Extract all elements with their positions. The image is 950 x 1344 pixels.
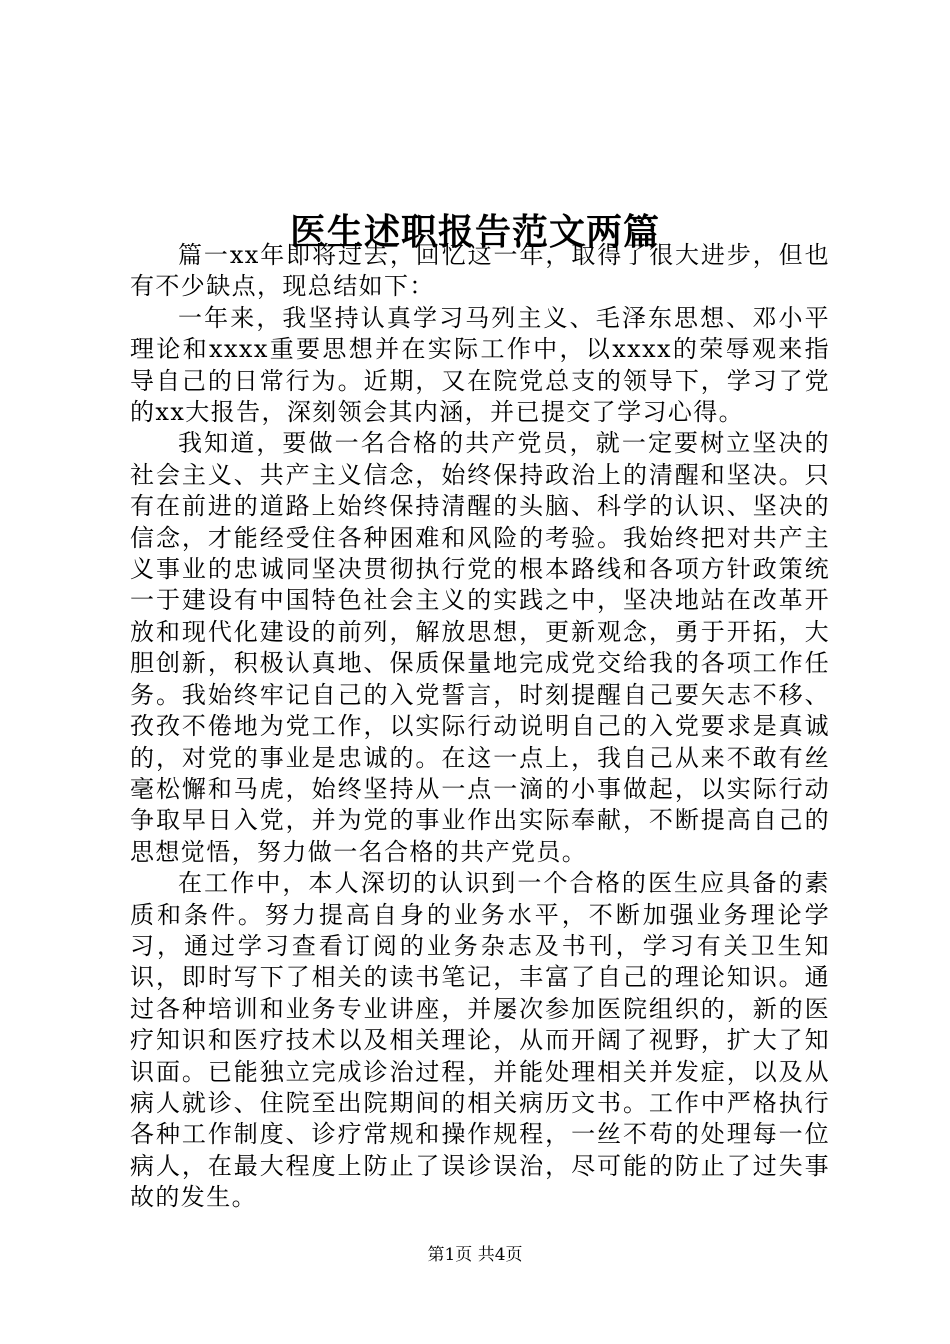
paragraph-party-member: 我知道，要做一名合格的共产党员，就一定要树立坚决的社会主义、共产主义信念，始终保持政治上的清醒和坚决。只有在前进的道路上始终保持清醒的头脑、科学的认识、坚决的信念，才能经受住各种困难和风险的考验。我始终把对共产主义事业的忠诚同坚决贯彻执行党的根本路线和各项方针政策统一于建设有中国特色社会主义的实践之中，坚决地站在改革开放和现代化建设的前列，解放思想，更新观念，勇于开拓，大胆创新，积极认真地、保质保量地完成党交给我的各项工作任务。我始终牢记自己的入党誓言，时刻提醒自己要矢志不移、孜孜不倦地为党工作，以实际行动说明自己的入党要求是真诚的，对党的事业是忠诚的。在这一点上，我自己从来不敢有丝毫松懈和马虎，始终坚持从一点一滴的小事做起，以实际行动争取早日入党，并为党的事业作出实际奉献，不断提高自己的思想觉悟，努力做一名合格的共产党员。 xyxy=(130,429,830,866)
document-body xyxy=(130,240,830,1214)
page-title: 医生述职报告范文两篇 xyxy=(289,211,660,254)
page-footer: 第1页 共4页 xyxy=(427,1245,523,1265)
paragraph-intro: 篇一xx年即将过去，回忆这一年，取得了很大进步，但也有不少缺点，现总结如下： xyxy=(130,241,830,301)
paragraph-work: 在工作中，本人深切的认识到一个合格的医生应具备的素质和条件。努力提高自身的业务水平，不断加强业务理论学习，通过学习查看订阅的业务杂志及书刊，学习有关卫生知识，即时写下了相关的读书笔记，丰富了自己的理论知识。通过各种培训和业务专业讲座，并屡次参加医院组织的，新的医疗知识和医疗技术以及相关理论，从而开阔了视野，扩大了知识面。已能独立完成诊治过程，并能处理相关并发症，以及从病人就诊、住院至出院期间的相关病历文书。工作中严格执行各种工作制度、诊疗常规和操作规程，一丝不苟的处理每一位病人，在最大程度上防止了误诊误治，尽可能的防止了过失事故的发生。 xyxy=(130,869,830,1212)
paragraph-study: 一年来，我坚持认真学习马列主义、毛泽东思想、邓小平理论和xxxx重要思想并在实际工作中，以xxxx的荣辱观来指导自己的日常行为。近期，又在院党总支的领导下，学习了党的xx大报告，深刻领会其内涵，并已提交了学习心得。 xyxy=(130,303,830,427)
